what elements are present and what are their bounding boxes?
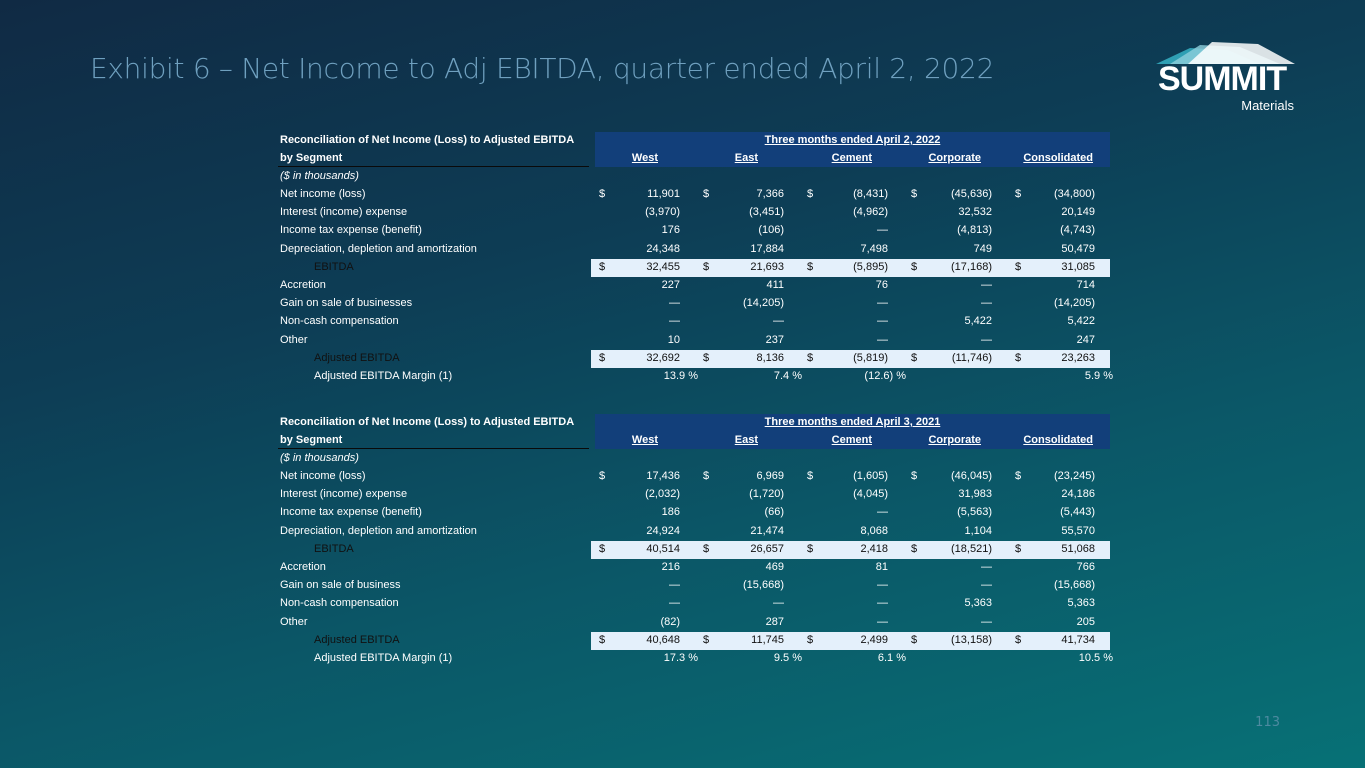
page-number: 113: [1255, 715, 1280, 730]
cell-value: 17,436: [646, 470, 680, 482]
cell-value: (18,521): [951, 542, 992, 555]
logo-subtitle: Materials: [1241, 98, 1294, 113]
cell-value: (46,045): [951, 470, 992, 482]
cell-value: 469: [765, 561, 784, 573]
currency-symbol: $: [911, 542, 918, 555]
table-row: [278, 367, 1113, 385]
cell-value: (14,205): [1054, 297, 1095, 310]
row-label: Adjusted EBITDA Margin (1): [314, 652, 453, 664]
cell-value: 26,657: [750, 542, 784, 555]
table-row: [278, 312, 1110, 330]
header-row: [278, 413, 1110, 431]
table-row: [278, 185, 1110, 203]
cell-value: (17,168): [951, 260, 992, 273]
table-row: [278, 203, 1110, 221]
cell-value: —: [981, 615, 992, 628]
column-header: Cement: [831, 152, 872, 164]
cell-value: 24,186: [1061, 488, 1095, 501]
row-label: Income tax expense (benefit): [280, 224, 422, 237]
currency-symbol: $: [703, 260, 710, 273]
logo-wordmark: SUMMIT: [1158, 60, 1287, 98]
table-row: [278, 631, 1110, 649]
cell-value: 50,479: [1061, 242, 1095, 255]
cell-value: (14,205): [743, 297, 784, 310]
cell-value: —: [877, 315, 888, 328]
cell-value: 32,692: [646, 351, 680, 364]
table-heading-line2: by Segment: [280, 434, 343, 446]
row-label: Gain on sale of businesses: [280, 297, 413, 310]
cell-value: 51,068: [1061, 542, 1095, 555]
cell-value: 216: [661, 561, 680, 573]
cell-value: (4,962): [853, 206, 888, 219]
currency-symbol: $: [1015, 542, 1022, 555]
cell-value: (1,605): [853, 470, 888, 482]
row-label: Interest (income) expense: [280, 488, 408, 501]
table-row: [278, 649, 1113, 667]
cell-value: —: [669, 597, 680, 610]
cell-value: 7,366: [756, 188, 784, 200]
table-row: [278, 258, 1110, 276]
row-label: Net income (loss): [280, 470, 366, 482]
cell-value: 76: [875, 279, 888, 291]
cell-value: 8,136: [756, 351, 784, 364]
row-label: Other: [280, 333, 308, 346]
cell-value: —: [981, 579, 992, 592]
cell-value: (5,563): [957, 506, 992, 519]
cell-value: 1,104: [964, 524, 992, 537]
cell-value: 411: [766, 279, 784, 291]
cell-value: 24,924: [646, 524, 680, 537]
cell-value: (34,800): [1054, 188, 1095, 200]
row-label: Gain on sale of business: [280, 579, 401, 592]
cell-value: 13.9 %: [663, 370, 698, 382]
currency-symbol: $: [1015, 260, 1022, 273]
cell-value: 21,474: [750, 524, 784, 537]
cell-value: —: [877, 224, 888, 237]
units-label: ($ in thousands): [280, 452, 359, 464]
cell-value: 749: [973, 242, 992, 255]
cell-value: —: [669, 579, 680, 592]
currency-symbol: $: [807, 470, 814, 482]
row-label: Depreciation, depletion and amortization: [280, 242, 477, 255]
cell-value: 40,514: [646, 542, 680, 555]
cell-value: (8,431): [853, 188, 888, 200]
currency-symbol: $: [703, 470, 710, 482]
cell-value: 247: [1076, 333, 1095, 346]
row-label: Other: [280, 615, 308, 628]
currency-symbol: $: [807, 542, 814, 555]
cell-value: 5,422: [1067, 315, 1095, 328]
cell-value: 41,734: [1061, 633, 1095, 646]
cell-value: —: [981, 297, 992, 310]
table-row: [278, 221, 1110, 239]
currency-symbol: $: [599, 470, 606, 482]
row-label: Non-cash compensation: [280, 315, 399, 328]
currency-symbol: $: [911, 470, 918, 482]
cell-value: —: [669, 297, 680, 310]
table-row: [278, 503, 1110, 521]
cell-value: (15,668): [1054, 579, 1095, 592]
cell-value: (23,245): [1054, 470, 1095, 482]
cell-value: 10: [667, 333, 680, 346]
cell-value: —: [877, 297, 888, 310]
currency-symbol: $: [703, 188, 710, 200]
units-row: [278, 449, 1110, 467]
currency-symbol: $: [599, 260, 606, 273]
table-heading: Reconciliation of Net Income (Loss) to Adjusted EBITDA: [280, 416, 575, 428]
cell-value: 24,348: [646, 242, 680, 255]
cell-value: 40,648: [646, 633, 680, 646]
cell-value: (15,668): [743, 579, 784, 592]
cell-value: 766: [1076, 561, 1095, 573]
row-label: Interest (income) expense: [280, 206, 408, 219]
period-label: Three months ended April 3, 2021: [764, 416, 941, 428]
cell-value: 714: [1076, 279, 1095, 291]
table-heading-line2: by Segment: [280, 152, 343, 164]
summit-materials-logo: [1150, 42, 1300, 112]
table-row: [278, 558, 1110, 576]
cell-value: —: [981, 561, 992, 573]
cell-value: (5,443): [1060, 506, 1095, 519]
cell-value: —: [669, 315, 680, 328]
cell-value: 205: [1076, 615, 1095, 628]
cell-value: 32,532: [958, 206, 992, 219]
cell-value: 7.4 %: [773, 370, 802, 382]
cell-value: 237: [765, 333, 784, 346]
cell-value: 10.5 %: [1078, 652, 1113, 664]
cell-value: —: [877, 615, 888, 628]
period-label: Three months ended April 2, 2022: [764, 134, 941, 146]
cell-value: 23,263: [1061, 351, 1095, 364]
cell-value: 32,455: [646, 260, 680, 273]
cell-value: —: [981, 279, 992, 291]
currency-symbol: $: [807, 351, 814, 364]
cell-value: 11,745: [751, 633, 784, 646]
cell-value: 17,884: [750, 242, 784, 255]
currency-symbol: $: [599, 188, 606, 200]
cell-value: (45,636): [951, 188, 992, 200]
cell-value: (4,813): [957, 224, 992, 237]
cell-value: 31,085: [1061, 260, 1095, 273]
currency-symbol: $: [807, 260, 814, 273]
cell-value: 31,983: [958, 488, 992, 501]
cell-value: 21,693: [750, 260, 784, 273]
cell-value: —: [877, 597, 888, 610]
column-header: West: [631, 434, 658, 446]
cell-value: —: [877, 506, 888, 519]
currency-symbol: $: [1015, 470, 1022, 482]
cell-value: 8,068: [860, 524, 888, 537]
cell-value: 5,422: [964, 315, 992, 328]
column-header-row: [278, 149, 1110, 167]
column-header: Consolidated: [1023, 152, 1093, 164]
table-row: [278, 485, 1110, 503]
currency-symbol: $: [599, 542, 606, 555]
table-row: [278, 540, 1110, 558]
cell-value: 55,570: [1061, 524, 1095, 537]
currency-symbol: $: [911, 260, 918, 273]
table-row: [278, 467, 1110, 485]
units-row: [278, 167, 1110, 185]
cell-value: (12.6) %: [864, 370, 906, 382]
cell-value: 2,499: [860, 633, 888, 646]
units-label: ($ in thousands): [280, 170, 359, 182]
currency-symbol: $: [1015, 351, 1022, 364]
cell-value: 5.9 %: [1084, 370, 1113, 382]
currency-symbol: $: [599, 351, 606, 364]
column-header: West: [631, 152, 658, 164]
table-row: [278, 594, 1110, 612]
table-heading: Reconciliation of Net Income (Loss) to Adjusted EBITDA: [280, 134, 575, 146]
cell-value: —: [773, 315, 784, 328]
column-header: Cement: [831, 434, 872, 446]
cell-value: 287: [765, 615, 784, 628]
cell-value: —: [773, 597, 784, 610]
table-row: [278, 331, 1110, 349]
cell-value: 20,149: [1061, 206, 1095, 219]
cell-value: (4,045): [853, 488, 888, 501]
currency-symbol: $: [1015, 188, 1022, 200]
cell-value: 81: [875, 561, 888, 573]
cell-value: 11,901: [647, 188, 680, 200]
row-label: Adjusted EBITDA: [314, 633, 400, 646]
currency-symbol: $: [703, 542, 710, 555]
cell-value: —: [877, 333, 888, 346]
cell-value: (66): [764, 506, 784, 519]
cell-value: 6,969: [756, 470, 784, 482]
table-row: [278, 240, 1110, 258]
table-row: [278, 522, 1110, 540]
row-label: Income tax expense (benefit): [280, 506, 422, 519]
cell-value: 176: [661, 224, 680, 237]
row-label: Adjusted EBITDA: [314, 351, 400, 364]
cell-value: (3,451): [749, 206, 784, 219]
table-row: [278, 349, 1110, 367]
row-label: Adjusted EBITDA Margin (1): [314, 370, 453, 382]
column-header: Corporate: [928, 434, 981, 446]
table-row: [278, 576, 1110, 594]
row-label: Accretion: [280, 561, 326, 573]
cell-value: (1,720): [749, 488, 784, 501]
row-label: Net income (loss): [280, 188, 366, 200]
cell-value: (4,743): [1060, 224, 1095, 237]
currency-symbol: $: [1015, 633, 1022, 646]
row-label: Non-cash compensation: [280, 597, 399, 610]
currency-symbol: $: [703, 351, 710, 364]
currency-symbol: $: [911, 351, 918, 364]
cell-value: (3,970): [645, 206, 680, 219]
currency-symbol: $: [911, 188, 918, 200]
row-label: EBITDA: [314, 542, 354, 555]
row-label: Accretion: [280, 279, 326, 291]
cell-value: 7,498: [860, 242, 888, 255]
column-header: East: [734, 434, 758, 446]
column-header-row: [278, 431, 1110, 449]
currency-symbol: $: [599, 633, 606, 646]
table-row: [278, 613, 1110, 631]
currency-symbol: $: [703, 633, 710, 646]
cell-value: (106): [758, 224, 784, 237]
column-header: Corporate: [928, 152, 981, 164]
header-row: [278, 131, 1110, 149]
column-header: Consolidated: [1023, 434, 1093, 446]
cell-value: —: [877, 579, 888, 592]
cell-value: 227: [661, 279, 680, 291]
row-label: Depreciation, depletion and amortization: [280, 524, 477, 537]
currency-symbol: $: [807, 188, 814, 200]
cell-value: 5,363: [1067, 597, 1095, 610]
cell-value: 5,363: [964, 597, 992, 610]
cell-value: 17.3 %: [663, 652, 698, 664]
cell-value: —: [981, 333, 992, 346]
page-title: Exhibit 6 – Net Income to Adj EBITDA, quarter ended April 2, 2022: [90, 52, 995, 85]
cell-value: (5,819): [853, 351, 888, 364]
cell-value: (82): [660, 615, 680, 628]
cell-value: (13,158): [951, 633, 992, 646]
currency-symbol: $: [911, 633, 918, 646]
column-header: East: [734, 152, 758, 164]
row-label: EBITDA: [314, 260, 354, 273]
currency-symbol: $: [807, 633, 814, 646]
cell-value: 6.1 %: [877, 652, 906, 664]
table-row: [278, 276, 1110, 294]
table-row: [278, 294, 1110, 312]
cell-value: (5,895): [853, 260, 888, 273]
cell-value: 9.5 %: [773, 652, 802, 664]
cell-value: 2,418: [860, 542, 888, 555]
cell-value: 186: [661, 506, 680, 519]
cell-value: (11,746): [951, 351, 992, 364]
cell-value: (2,032): [645, 488, 680, 501]
